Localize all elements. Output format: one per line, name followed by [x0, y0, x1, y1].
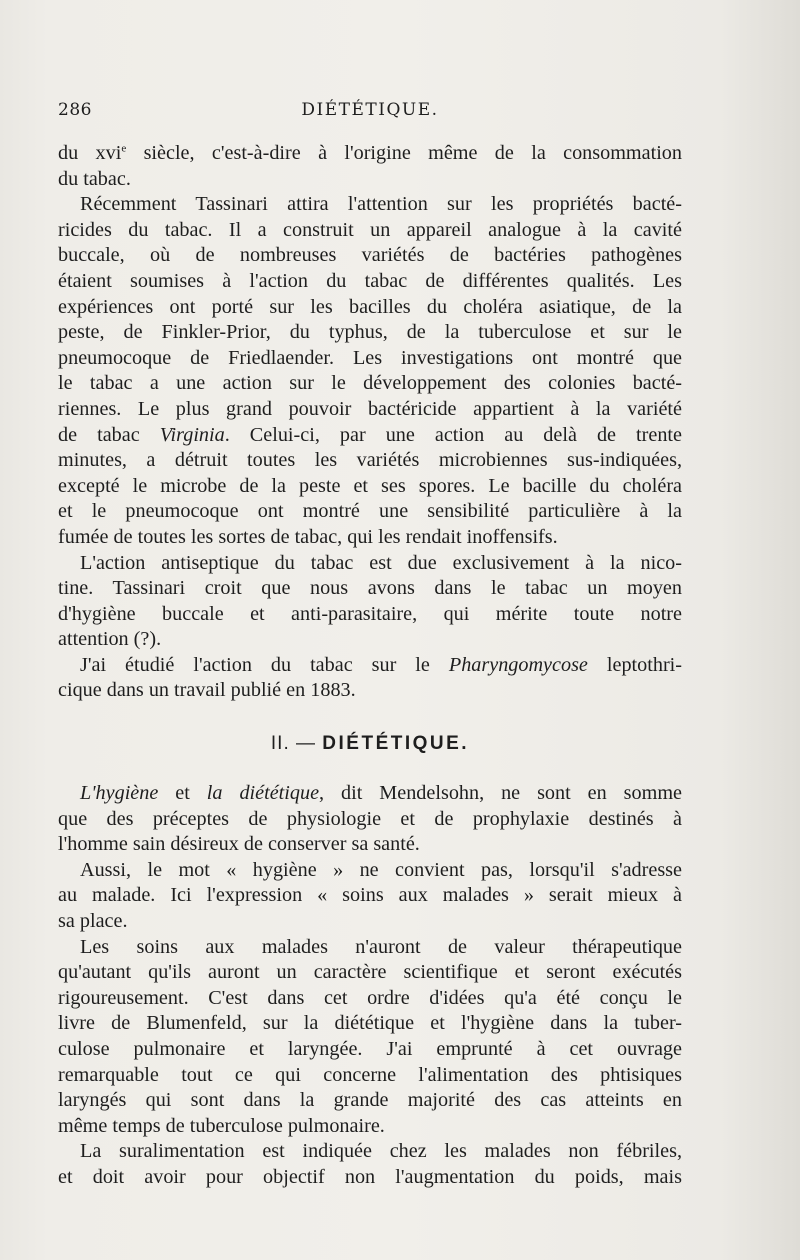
text-line: le tabac a une action sur le développement des colonies bacté- [58, 372, 682, 395]
text-line: qu'autant qu'ils auront un caractère scientifique et seront exécutés [58, 961, 682, 984]
page-number: 286 [58, 100, 92, 120]
text-line: pneumocoque de Friedlaender. Les investigations ont montré que [58, 346, 682, 369]
text-line: tine. Tassinari croit que nous avons dans le tabac un moyen [58, 577, 682, 600]
text-block-bottom [58, 781, 682, 1191]
text-line: culose pulmonaire et laryngée. J'ai emprunté à cet ouvrage [58, 1037, 682, 1060]
page-header [58, 100, 682, 128]
text-line: livre de Blumenfeld, sur la diététique et l'hygiène dans la tuber- [58, 1012, 682, 1035]
text-line: et doit avoir pour objectif non l'augmentation du poids, mais [58, 1165, 682, 1188]
text-line: même temps de tuberculose pulmonaire. [58, 1114, 385, 1137]
text-line: Aussi, le mot « hygiène » ne convient pas, lorsqu'il s'adresse [80, 858, 682, 881]
text-line: du tabac. [58, 167, 131, 190]
section-number: II. — [270, 733, 323, 754]
text-line: excepté le microbe de la peste et ses spores. Le bacille du choléra [58, 474, 682, 497]
text-line: et le pneumocoque ont montré une sensibilité particulière à la [58, 500, 682, 523]
text-line: que des préceptes de physiologie et de prophylaxie destinés à [58, 807, 682, 830]
section-title: DIÉTÉTIQUE. [322, 733, 470, 754]
text-line: riennes. Le plus grand pouvoir bactéricide appartient à la variété [58, 397, 682, 420]
text-line: Récemment Tassinari attira l'attention sur les propriétés bacté- [80, 193, 682, 216]
text-line: du xvi$^e$ siècle, c'est-à-dire à l'origine même de la consommation [58, 142, 682, 164]
text-line: laryngés qui sont dans la grande majorité des cas atteints en [58, 1089, 682, 1112]
text-line: l'homme sain désireux de conserver sa santé. [58, 833, 420, 856]
text-line: d'hygiène buccale et anti-parasitaire, qui mérite toute notre [58, 602, 682, 625]
text-line: ricides du tabac. Il a construit un appareil analogue à la cavité [58, 218, 682, 241]
text-line: peste, de Finkler-Prior, du typhus, de la tuberculose et sur le [58, 321, 682, 344]
text-line: Les soins aux malades n'auront de valeur thérapeutique [80, 935, 682, 958]
text-line: remarquable tout ce qui concerne l'alimentation des phtisiques [58, 1063, 682, 1086]
text-line: L'action antiseptique du tabac est due exclusivement à la nico- [80, 551, 682, 574]
text-line: La suralimentation est indiquée chez les malades non fébriles, [80, 1140, 682, 1163]
text-line: de tabac Virginia. Celui-ci, par une action au delà de trente [58, 423, 682, 446]
text-line: L'hygiène et la diététique, dit Mendelsohn, ne sont en somme [80, 782, 682, 804]
text-line: cique dans un travail publié en 1883. [58, 679, 356, 702]
text-line: attention (?). [58, 628, 162, 651]
section-heading [58, 733, 682, 755]
text-line: minutes, a détruit toutes les variétés microbiennes sus-indiquées, [58, 449, 682, 472]
text-line: rigoureusement. C'est dans cet ordre d'idées qu'a été conçu le [58, 986, 682, 1009]
text-line: buccale, où de nombreuses variétés de bactéries pathogènes [58, 244, 682, 267]
text-line: J'ai étudié l'action du tabac sur le Pharyngomycose leptothri- [80, 653, 682, 676]
running-title: DIÉTÉTIQUE. [301, 100, 439, 120]
text-block-top [58, 141, 682, 704]
text-line: au malade. Ici l'expression « soins aux malades » serait mieux à [58, 884, 682, 907]
text-line: expériences ont porté sur les bacilles du choléra asiatique, de la [58, 295, 682, 318]
text-line: étaient soumises à l'action du tabac de différentes qualités. Les [58, 269, 682, 292]
text-line: fumée de toutes les sortes de tabac, qui les rendait inoffensifs. [58, 525, 558, 548]
text-line: sa place. [58, 909, 128, 932]
